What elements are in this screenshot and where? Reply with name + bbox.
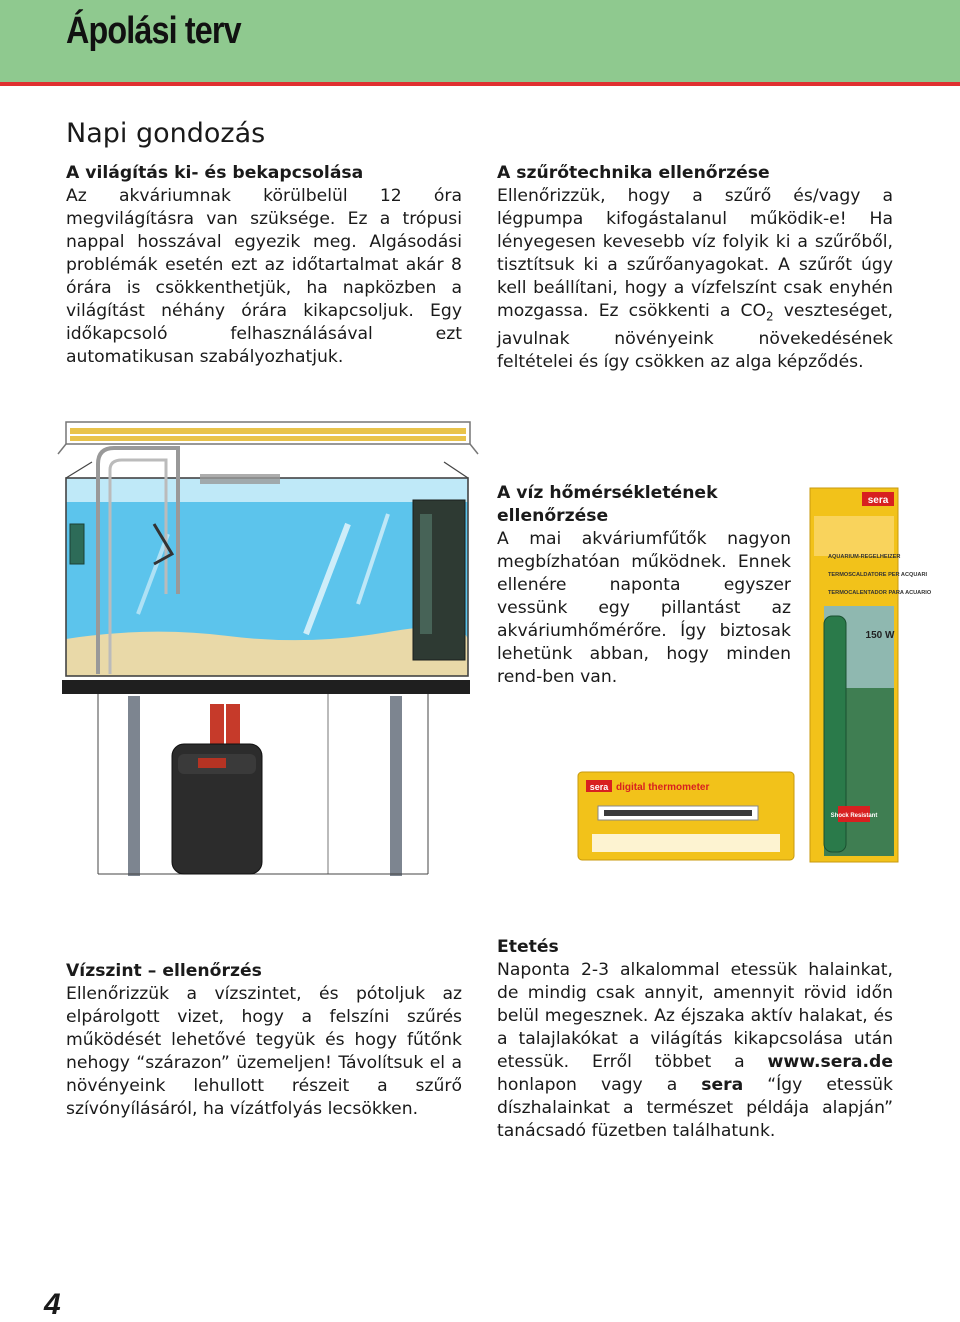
header-divider bbox=[0, 82, 960, 86]
lighting-body: Az akváriumnak körülbelül 12 óra megvilágításra van szüksége. Ez a trópusi nappal hosszával egyezik meg. Algásodási problémák esetén ezt az időtartalmat akár 8 órára is csökkenthetjük, ha napközben a világítást néhány órára kikapcsoljuk. Egy időkapcsoló felhasználásával ezt automatikusan szabályozhatjuk. bbox=[66, 186, 462, 367]
filter-heading: A szűrőtechnika ellenőrzése bbox=[497, 163, 770, 183]
sera-brand-text: sera bbox=[701, 1075, 744, 1095]
heater-line-2: TERMOSCALDATORE PER ACQUARI bbox=[828, 572, 928, 578]
shock-resistant-badge: Shock Resistant bbox=[830, 813, 878, 819]
water-level-body: Ellenőrizzük a vízszintet, és pótoljuk az elpárolgott vizet, hogy a felszíni szűrés működését lehetővé tegyük és hogy fűtőnk nehogy “szárazon” üzemeljen! Távolítsuk el a növényeink lehullott részeit a szűrő szívónyílásáról, ha vízátfolyás lecsökken. bbox=[66, 984, 462, 1119]
lighting-heading: A világítás ki- és bekapcsolása bbox=[66, 163, 364, 183]
water-level-section bbox=[66, 960, 462, 1121]
feeding-heading: Etetés bbox=[497, 937, 559, 957]
thermometer-label: digital thermometer bbox=[616, 782, 710, 793]
temperature-section bbox=[497, 482, 791, 689]
heater-product-image bbox=[810, 488, 932, 862]
heater-brand-logo: sera bbox=[867, 495, 889, 506]
co2-subscript: 2 bbox=[766, 309, 774, 324]
temperature-body: A mai akváriumfűtők nagyon megbízhatóan működnek. Ennek ellenére naponta egyszer vessünk egy pillantást az akváriumhőmérőre. Így biztosak lehetünk abban, hogy minden rend-ben van. bbox=[497, 529, 791, 687]
page-title: Ápolási terv bbox=[66, 10, 241, 52]
heater-line-3: TERMOCALENTADOR PARA ACUARIO bbox=[828, 590, 932, 596]
section-title: Napi gondozás bbox=[66, 118, 266, 149]
sera-website-link[interactable]: www.sera.de bbox=[767, 1052, 893, 1072]
filter-body bbox=[497, 185, 893, 374]
filter-body-part-1: Ellenőrizzük, hogy a szűrő és/vagy a légpumpa kifogástalanul működik-e! Ha lényegesen kevesebb víz folyik ki a szűrőből, tisztítsuk ki a szűrőanyagokat. A szűrőt úgy kell beállítani, hogy a vízfelszínt csak enyhén mozgassa. Ez csökkenti a CO bbox=[497, 186, 893, 321]
water-level-heading: Vízszint – ellenőrzés bbox=[66, 961, 262, 981]
feeding-section bbox=[497, 936, 893, 1143]
heater-wattage: 150 W bbox=[865, 630, 895, 641]
lighting-section bbox=[66, 162, 462, 369]
filter-section bbox=[497, 162, 893, 374]
thermometer-product-image bbox=[578, 772, 794, 860]
filter-body-part-2: veszteséget, javulnak növényeink növekedésének feltételei és így csökken az alga képződés. bbox=[497, 301, 894, 373]
feeding-body bbox=[497, 959, 893, 1143]
page-number: 4 bbox=[44, 1288, 61, 1321]
feeding-body-part-3: “Így etessük díszhalainkat a természet példája alapján” tanácsadó füzetben találhatunk. bbox=[497, 1075, 893, 1141]
heater-line-1: AQUARIUM-REGELHEIZER bbox=[828, 554, 901, 560]
thermometer-brand-logo: sera bbox=[589, 782, 609, 792]
feeding-body-part-1: Naponta 2-3 alkalommal etessük halainkat, de mindig csak annyit, amennyit rövid időn belül megesznek. Az éjszaka aktív halakat, és a talajlakókat a világítás kikapcsolása után etessük. Erről többet a bbox=[497, 960, 893, 1072]
temperature-heading: A víz hőmérsékletének ellenőrzése bbox=[497, 483, 718, 526]
feeding-body-part-2: honlapon vagy a bbox=[497, 1075, 702, 1095]
aquarium-illustration bbox=[58, 404, 478, 904]
